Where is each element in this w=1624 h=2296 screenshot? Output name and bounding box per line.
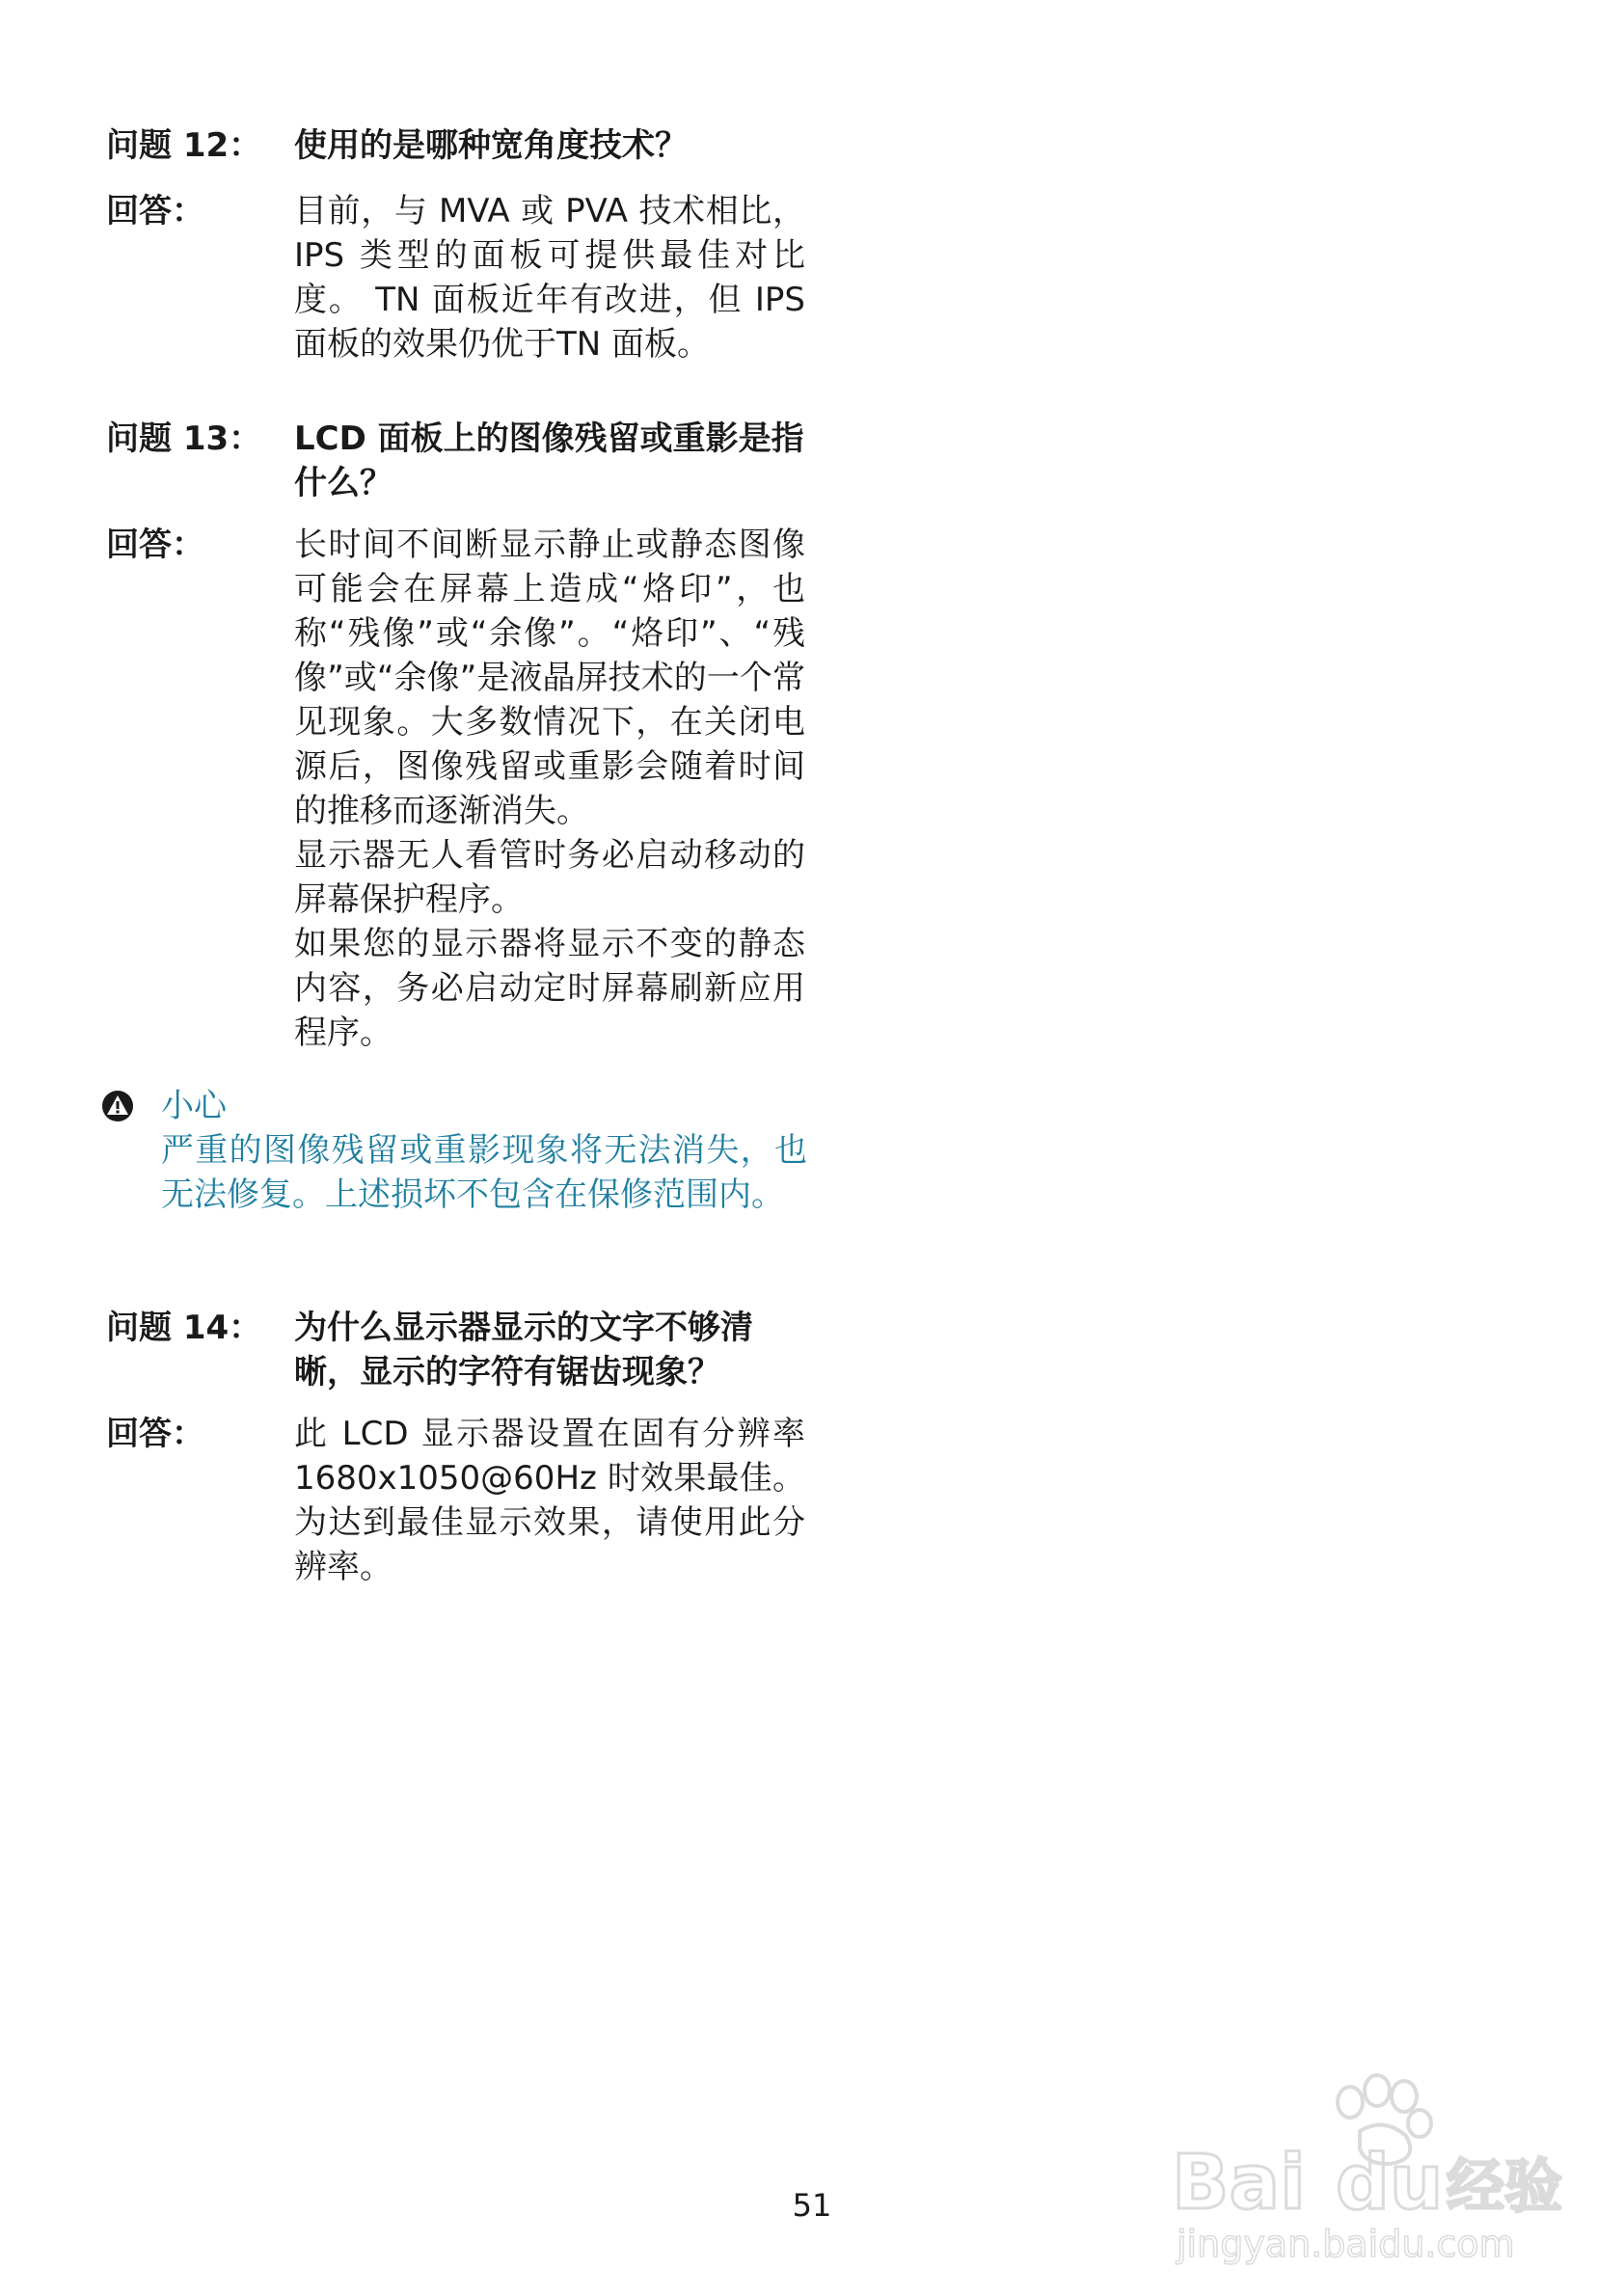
- baidu-jingyan-watermark: [1167, 2064, 1572, 2266]
- answer-14: [106, 1412, 810, 1589]
- caution-text: 严重的图像残留或重影现象将无法消失，也无法修复。上述损坏不包含在保修范围内。: [161, 1131, 807, 1214]
- question-14: [106, 1306, 810, 1394]
- question-label: 问题 14：: [106, 1309, 262, 1347]
- svg-text:Bai: Bai: [1172, 2140, 1306, 2227]
- question-text: LCD 面板上的图像残留或重影是指什么？: [294, 419, 804, 502]
- answer-paragraph: 此 LCD 显示器设置在固有分辨率 1680x1050@60Hz 时效果最佳。为达到最佳显示效果，请使用此分辨率。: [294, 1415, 805, 1586]
- question-text: 使用的是哪种宽角度技术？: [294, 126, 688, 165]
- caution-note: [101, 1084, 810, 1217]
- question-text: 为什么显示器显示的文字不够清晰，显示的字符有锯齿现象？: [294, 1309, 753, 1391]
- page-number: 51: [792, 2187, 832, 2224]
- answer-paragraph: 如果您的显示器将显示不变的静态内容，务必启动定时屏幕刷新应用程序。: [294, 925, 805, 1052]
- warning-icon: [101, 1090, 134, 1122]
- svg-text:经验: 经验: [1447, 2153, 1562, 2221]
- answer-label: 回答：: [106, 1415, 204, 1453]
- answer-13: [106, 523, 810, 1055]
- question-13: [106, 417, 810, 505]
- caution-title: 小心: [161, 1087, 227, 1125]
- answer-12: [106, 189, 810, 366]
- answer-paragraph: 长时间不间断显示静止或静态图像可能会在屏幕上造成“烙印”，也称“残像”或“余像”。“烙印”、“残像”或“余像”是液晶屏技术的一个常见现象。大多数情况下，在关闭电源后，图像残留或重影会随着时间的推移而逐渐消失。: [294, 526, 805, 830]
- answer-paragraph: 显示器无人看管时务必启动移动的屏幕保护程序。: [294, 836, 805, 919]
- svg-text:jingyan.baidu.com: jingyan.baidu.com: [1177, 2223, 1515, 2265]
- answer-paragraph: 目前，与 MVA 或 PVA 技术相比，IPS 类型的面板可提供最佳对比度。 TN 面板近年有改进，但 IPS 面板的效果仍优于TN 面板。: [294, 192, 805, 364]
- question-label: 问题 13：: [106, 419, 262, 458]
- answer-label: 回答：: [106, 526, 204, 564]
- answer-label: 回答：: [106, 192, 204, 230]
- question-label: 问题 12：: [106, 126, 262, 165]
- question-12: [106, 123, 810, 168]
- svg-text:du: du: [1336, 2140, 1444, 2227]
